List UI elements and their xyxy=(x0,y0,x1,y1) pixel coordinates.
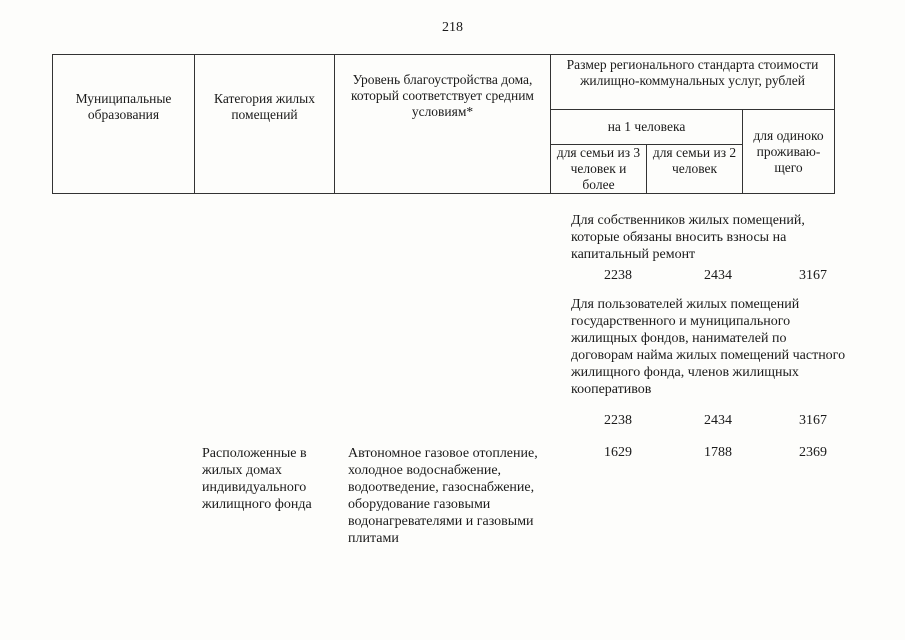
header-category: Категория жилых помещений xyxy=(195,55,335,194)
row-single-value: 2369 xyxy=(799,445,827,460)
header-improvement-level: Уровень благоустройства дома, который соответствует средним условиям* xyxy=(335,55,551,194)
section-label-owners: Для собственников жилых помещений, которые обязаны вносить взносы на капитальный ремонт xyxy=(571,213,805,262)
page-number: 218 xyxy=(442,20,463,35)
users-family-2-value: 2434 xyxy=(704,413,732,428)
section-label-users: Для пользователей жилых помещений государственного и муниципального жилищных фондов, нанимателей по договорам найма жилых помещений частного жилищного фонда, членов жилищных кооперативов xyxy=(571,297,846,397)
header-per-person: на 1 человека xyxy=(551,110,743,145)
header-family-2: для семьи из 2 человек xyxy=(647,145,743,194)
row-category: Расположенные в жилых домах индивидуального жилищного фонда xyxy=(202,446,312,512)
header-standard-size: Размер регионального стандарта стоимости жилищно-коммунальных услуг, рублей xyxy=(551,55,835,110)
row-improvement-level: Автономное газовое отопление, холодное водоснабжение, водоотведение, газоснабжение, оборудование газовыми водонагревателями и газовыми плитами xyxy=(348,446,538,546)
header-table xyxy=(52,54,835,194)
header-municipalities: Муниципальные образования xyxy=(53,55,195,194)
owners-single-value: 3167 xyxy=(799,268,827,283)
owners-family-3-plus-value: 2238 xyxy=(604,268,632,283)
users-family-3-plus-value: 2238 xyxy=(604,413,632,428)
row-family-2-value: 1788 xyxy=(704,445,732,460)
owners-family-2-value: 2434 xyxy=(704,268,732,283)
header-family-3-plus: для семьи из 3 человек и более xyxy=(551,145,647,194)
users-single-value: 3167 xyxy=(799,413,827,428)
header-single-resident: для одиноко проживаю-щего xyxy=(743,110,835,194)
row-family-3-plus-value: 1629 xyxy=(604,445,632,460)
